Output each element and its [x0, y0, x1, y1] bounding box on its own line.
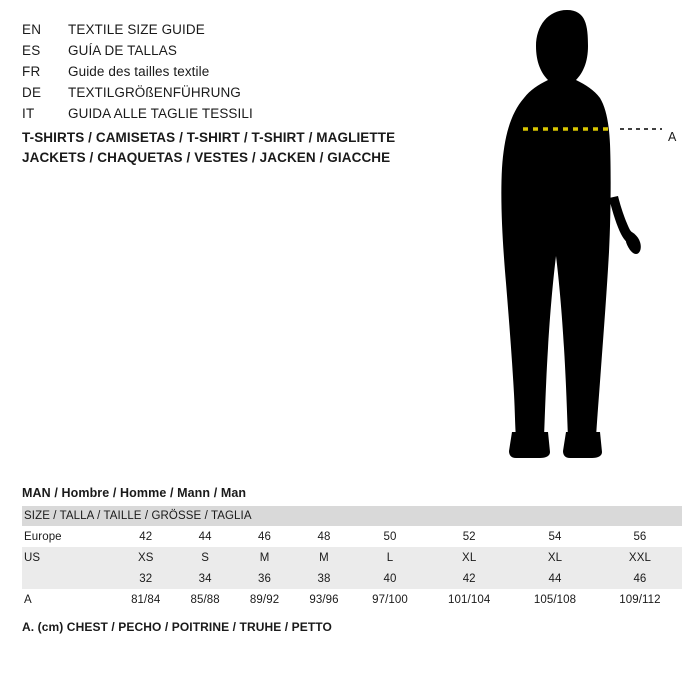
- cell: 105/108: [533, 593, 577, 606]
- cell: 46: [598, 568, 682, 589]
- language-title: GUÍA DE TALLAS: [68, 43, 177, 58]
- cell: 52: [462, 530, 476, 543]
- category-tshirts: T-SHIRTS / CAMISETAS / T-SHIRT / T-SHIRT / MAGLIETTE: [22, 130, 396, 145]
- language-code: IT: [22, 106, 35, 121]
- language-code: FR: [22, 64, 41, 79]
- cell: 44: [198, 530, 212, 543]
- cell: 101/104: [448, 593, 491, 606]
- cell: L: [354, 547, 427, 568]
- cell: 97/100: [372, 593, 408, 606]
- language-row-de: [22, 85, 452, 106]
- language-code: ES: [22, 43, 41, 58]
- cell: S: [175, 547, 234, 568]
- language-code: DE: [22, 85, 42, 100]
- row-label: [22, 568, 116, 589]
- cell: 93/96: [309, 593, 339, 606]
- table-row: [22, 589, 682, 610]
- cell: 85/88: [190, 593, 220, 606]
- table-footnote: A. (cm) CHEST / PECHO / POITRINE / TRUHE / PETTO: [22, 620, 332, 634]
- row-label: US: [22, 547, 116, 568]
- cell: 50: [383, 530, 397, 543]
- cell: 81/84: [131, 593, 161, 606]
- cell: XL: [512, 547, 598, 568]
- table-row: [22, 526, 682, 547]
- cell: M: [294, 547, 353, 568]
- language-title: TEXTILGRÖßENFÜHRUNG: [68, 85, 241, 100]
- size-table-block: [22, 486, 682, 634]
- cell: M: [235, 547, 294, 568]
- table-row: [22, 568, 682, 589]
- language-row-fr: [22, 64, 452, 85]
- measure-label-a: A: [668, 130, 677, 144]
- size-table: [22, 506, 682, 610]
- category-jackets: JACKETS / CHAQUETAS / VESTES / JACKEN / GIACCHE: [22, 150, 391, 165]
- language-title: TEXTILE SIZE GUIDE: [68, 22, 205, 37]
- language-row-en: [22, 22, 452, 43]
- language-list: [22, 22, 452, 127]
- table-header-row: [22, 506, 682, 526]
- cell: 54: [548, 530, 562, 543]
- male-silhouette-icon: [470, 8, 700, 473]
- cell: 36: [235, 568, 294, 589]
- row-label: A: [24, 593, 32, 606]
- cell: XL: [426, 547, 512, 568]
- cell: 46: [258, 530, 272, 543]
- cell: 44: [512, 568, 598, 589]
- cell: 42: [139, 530, 153, 543]
- category-list: [22, 128, 482, 168]
- language-row-es: [22, 43, 452, 64]
- cell: 34: [175, 568, 234, 589]
- cell: 32: [116, 568, 175, 589]
- cell: XS: [116, 547, 175, 568]
- language-title: GUIDA ALLE TAGLIE TESSILI: [68, 106, 253, 121]
- cell: XXL: [598, 547, 682, 568]
- cell: 40: [354, 568, 427, 589]
- language-title: Guide des tailles textile: [68, 64, 210, 79]
- table-group-title: MAN / Hombre / Homme / Mann / Man: [22, 486, 247, 500]
- cell: 56: [633, 530, 647, 543]
- language-code: EN: [22, 22, 42, 37]
- table-header-label: SIZE / TALLA / TAILLE / GRÖSSE / TAGLIA: [22, 506, 682, 526]
- language-row-it: [22, 106, 452, 127]
- row-label: Europe: [24, 530, 62, 543]
- table-row: [22, 547, 682, 568]
- cell: 42: [426, 568, 512, 589]
- cell: 38: [294, 568, 353, 589]
- cell: 48: [317, 530, 331, 543]
- cell: 89/92: [249, 593, 280, 606]
- cell: 109/112: [619, 593, 661, 606]
- body-figure: [470, 8, 700, 473]
